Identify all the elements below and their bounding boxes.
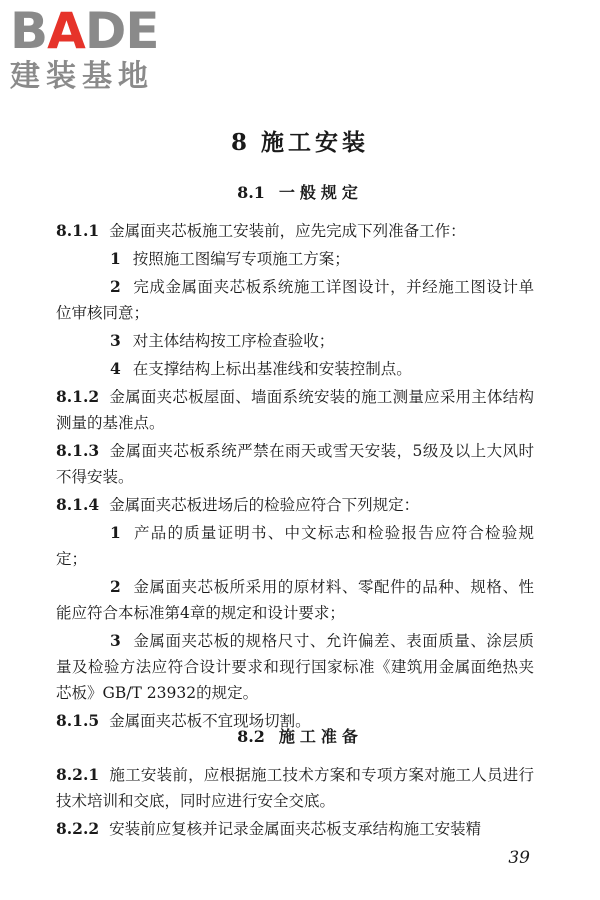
logo-latin-text: BADE	[10, 2, 159, 60]
clause-8-1-1-item-1: 1 按照施工图编写专项施工方案；	[110, 249, 350, 268]
watermark-logo	[10, 4, 180, 94]
clause-8-1-4-item-1: 1 产品的质量证明书、中文标志和检验报告应符合检验规定；	[56, 523, 534, 568]
section-8-2-body	[56, 762, 534, 844]
clause-8-1-4-item-3: 3 金属面夹芯板的规格尺寸、允许偏差、表面质量、涂层质量及检验方法应符合设计要求和现行国家标准《建筑用金属面绝热夹芯板》GB/T 23932的规定。	[56, 631, 534, 702]
clause-8-1-1-item-2: 2 完成金属面夹芯板系统施工详图设计，并经施工图设计单位审核同意；	[56, 277, 534, 322]
clause-8-1-2: 8.1.2 金属面夹芯板屋面、墙面系统安装的施工测量应采用主体结构测量的基准点。	[56, 387, 534, 432]
clause-8-1-3: 8.1.3 金属面夹芯板系统严禁在雨天或雪天安装，5级及以上大风时不得安装。	[56, 441, 534, 486]
clause-8-1-1-item-3: 3 对主体结构按工序检查验收；	[110, 331, 335, 350]
clause-8-1-4: 8.1.4 金属面夹芯板进场后的检验应符合下列规定：	[56, 495, 420, 514]
section-heading-8-1: 8.1 一般规定	[237, 183, 363, 202]
clause-8-2-2: 8.2.2 安装前应复核并记录金属面夹芯板支承结构施工安装精	[56, 819, 482, 838]
clause-8-2-1: 8.2.1 施工安装前，应根据施工技术方案和专项方案对施工人员进行技术培训和交底，同时应进行安全交底。	[56, 765, 534, 810]
chapter-title: 8 施工安装	[230, 129, 369, 156]
clause-8-1-5: 8.1.5 金属面夹芯板不宜现场切割。	[56, 711, 311, 730]
clause-8-1-1: 8.1.1 金属面夹芯板施工安装前，应先完成下列准备工作：	[56, 221, 466, 240]
clause-8-1-4-item-2: 2 金属面夹芯板所采用的原材料、零配件的品种、规格、性能应符合本标准第4章的规定和设计要求；	[56, 577, 534, 622]
page-number: 39	[508, 848, 530, 868]
section-heading-8-2: 8.2 施工准备	[237, 727, 363, 746]
logo-chinese-text: 建装基地	[10, 59, 154, 94]
clause-8-1-1-item-4: 4 在支撑结构上标出基准线和安装控制点。	[110, 359, 412, 378]
section-8-1-body	[56, 218, 534, 736]
